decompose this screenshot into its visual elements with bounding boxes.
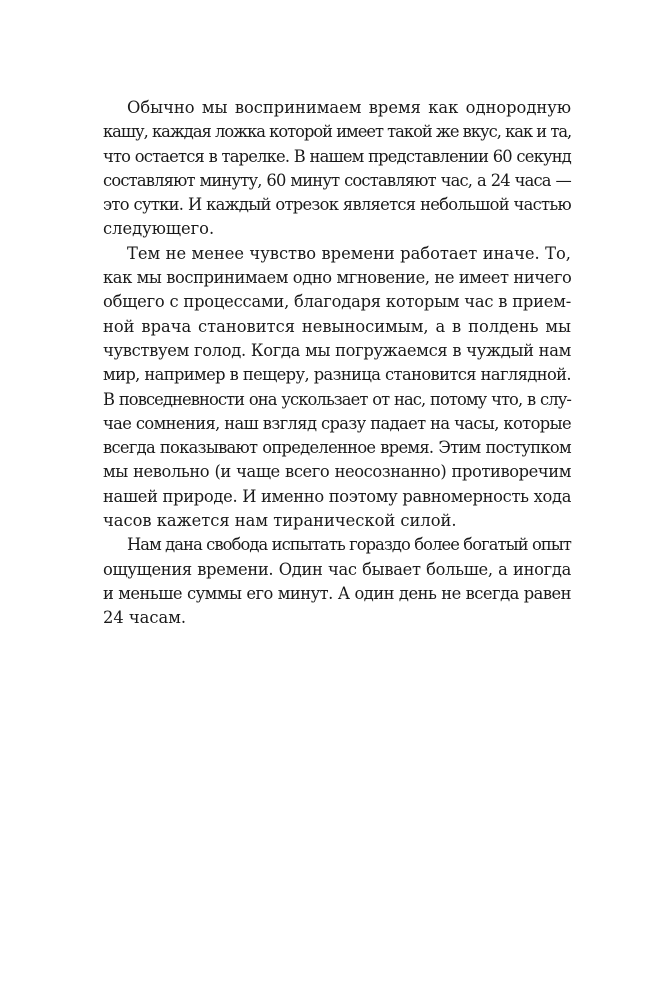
text-line: чувствуем голод. Когда мы погружаемся в чуждый нам bbox=[103, 340, 571, 360]
text-line: как мы воспринимаем одно мгновение, не имеет ничего bbox=[103, 268, 572, 288]
paragraph-1 bbox=[103, 96, 571, 242]
text-line: нашей природе. И именно поэтому равномерность хода bbox=[103, 486, 572, 506]
text-line: ощущения времени. Один час бывает больше, а иногда bbox=[103, 559, 571, 579]
text-line: часов кажется нам тиранической силой. bbox=[103, 511, 457, 531]
text-line: мир, например в пещеру, разница становится наглядной. bbox=[103, 365, 571, 385]
text-line: 24 часам. bbox=[103, 608, 187, 628]
text-line: и меньше суммы его минут. А один день не всегда равен bbox=[103, 583, 571, 603]
paragraph-3 bbox=[103, 533, 571, 630]
text-line: чае сомнения, наш взгляд сразу падает на часы, которые bbox=[103, 413, 571, 433]
text-line: составляют минуту, 60 минут составляют час, а 24 часа — bbox=[103, 170, 571, 190]
body-text bbox=[103, 96, 571, 631]
text-line: общего с процессами, благодаря которым час в прием- bbox=[103, 292, 571, 312]
text-line: что остается в тарелке. В нашем представлении 60 секунд bbox=[103, 146, 571, 166]
text-line: это сутки. И каждый отрезок является небольшой частью bbox=[103, 195, 571, 215]
text-line: следующего. bbox=[103, 219, 215, 239]
text-line: всегда показывают определенное время. Этим поступком bbox=[103, 438, 571, 458]
paragraph-2 bbox=[103, 242, 571, 534]
text-line: мы невольно (и чаще всего неосознанно) противоречим bbox=[103, 462, 571, 482]
text-line: Нам дана свобода испытать гораздо более богатый опыт bbox=[127, 535, 571, 555]
text-line: кашу, каждая ложка которой имеет такой же вкус, как и та, bbox=[103, 122, 572, 142]
text-line: Тем не менее чувство времени работает иначе. То, bbox=[127, 243, 571, 263]
text-line: В повседневности она ускользает от нас, потому что, в слу- bbox=[103, 389, 571, 409]
text-line: ной врача становится невыносимым, а в полдень мы bbox=[103, 316, 571, 336]
text-line: Обычно мы воспринимаем время как однородную bbox=[127, 98, 571, 117]
